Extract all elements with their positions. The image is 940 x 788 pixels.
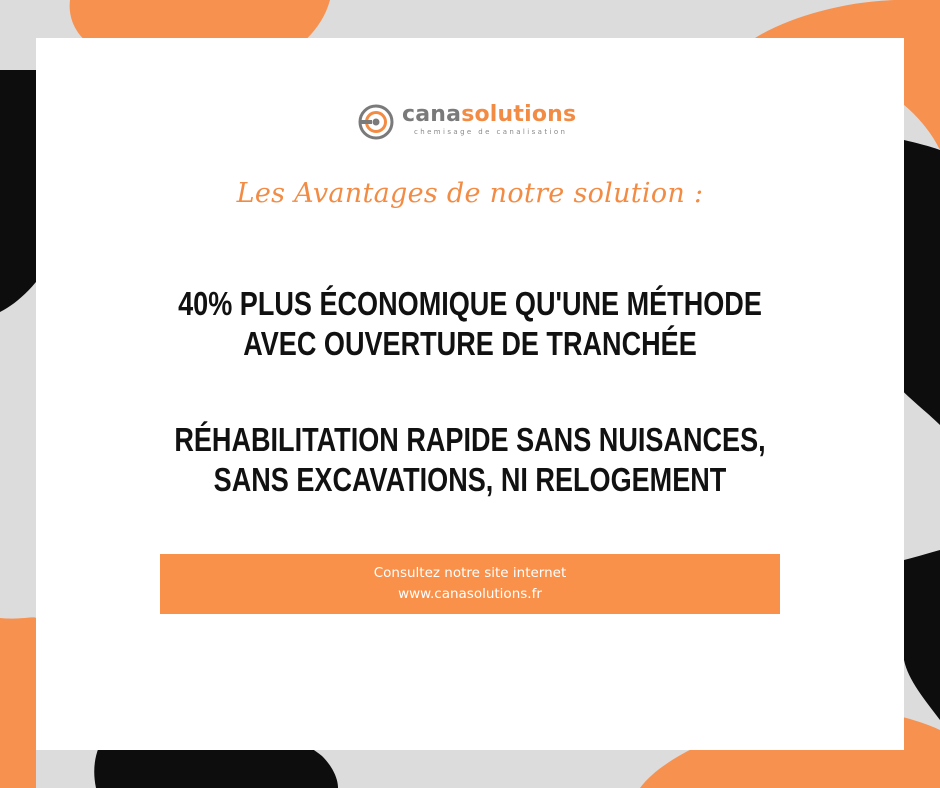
cta-line2: www.canasolutions.fr [398, 586, 542, 602]
content-card [36, 38, 904, 750]
orange-blob-bottom-left [0, 617, 36, 788]
subtitle: Les Avantages de notre solution : [236, 178, 704, 209]
brand-name-part1: cana [402, 102, 462, 127]
brand-name-part2: solutions [461, 102, 577, 127]
brand-name [402, 102, 576, 127]
advantage-2: RÉHABILITATION RAPIDE SANS NUISANCES, SANS EXCAVATIONS, NI RELOGEMENT [174, 421, 766, 498]
pipe-logo-icon [358, 104, 398, 140]
brand-logo [358, 102, 582, 142]
black-blob-right-bottom [904, 550, 940, 720]
website-cta-button[interactable] [160, 554, 780, 614]
brand-tagline: chemisage de canalisation [414, 128, 568, 136]
cta-line1: Consultez notre site internet [373, 565, 567, 581]
advantage-1: 40% PLUS ÉCONOMIQUE QU'UNE MÉTHODE AVEC OUVERTURE DE TRANCHÉE [178, 285, 762, 362]
